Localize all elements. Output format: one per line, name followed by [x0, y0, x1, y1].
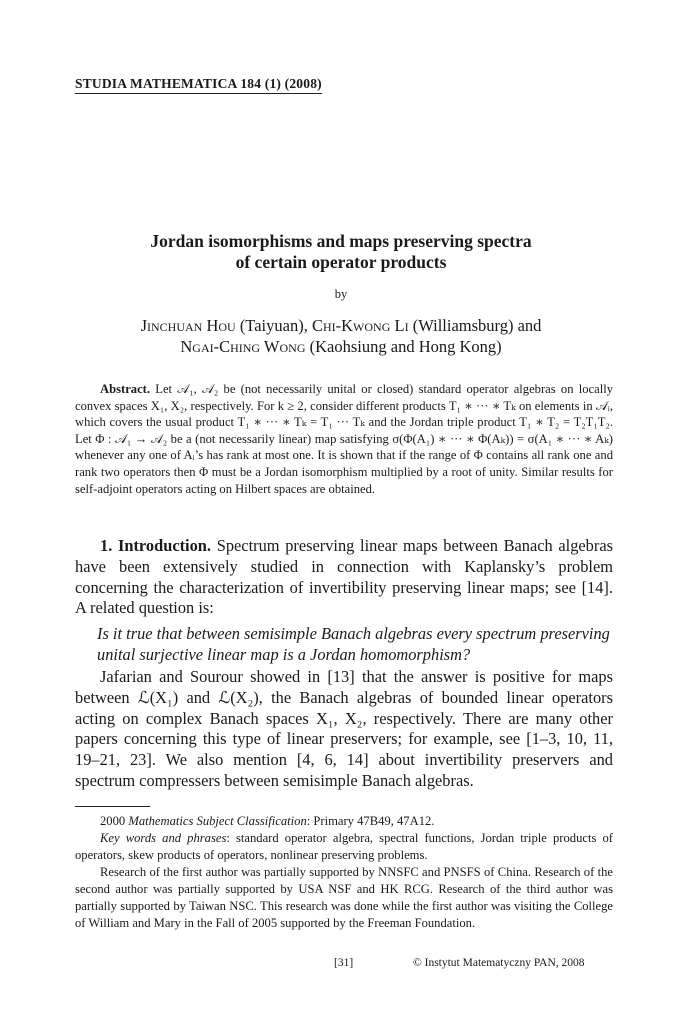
authors-line-2 [0, 336, 682, 357]
footnote-research: Research of the first author was partially supported by NNSFC and PNSFS of China. Research of the second author was partially supported by USA NSF and HK RCG. Research of the third author was partially supported by Taiwan NSC. This research was done while the first author was visiting the College of William and Mary in the Fall of 2005 supported by the Freeman Foundation. [75, 865, 613, 930]
title-line-2: of certain operator products [235, 252, 447, 272]
journal-header: STUDIA MATHEMATICA 184 (1) (2008) [75, 76, 322, 94]
paper-title [0, 231, 682, 273]
abstract-label: Abstract. [100, 382, 151, 396]
abstract [75, 381, 613, 497]
author-3-name: Ngai-Ching Wong [180, 337, 306, 356]
copyright: © Instytut Matematyczny PAN, 2008 [413, 957, 585, 969]
authors-line-1 [0, 315, 682, 336]
footnote-rule [75, 806, 150, 807]
author-1-name: Jinchuan Hou [140, 316, 236, 335]
section-heading-introduction: 1. Introduction. [100, 536, 212, 555]
intro-text-1: Spectrum preserving linear maps between Banach algebras have been extensively studied in connection with Kaplansky’s problem concerning the characterization of invertibility preserving linear maps; see [14]. A related question is: [75, 536, 613, 618]
authors [0, 315, 682, 357]
author-2-location: (Williamsburg) and [408, 316, 542, 335]
by-line: by [334, 287, 348, 301]
author-2-name: Chi-Kwong Li [311, 316, 409, 335]
introduction-paragraph-2: Jafarian and Sourour showed in [13] that the answer is positive for maps between ℒ(X₁) and ℒ(X₂), the Banach algebras of bounded linear operators acting on complex Banach spaces X₁, X₂, respectively. There are many other papers concerning this type of linear preservers; for example, see [1–3, 10, 11, 19–21, 23]. We also mention [4, 6, 14] about invertibility preservers and spectrum compressers between semisimple Banach algebras. [75, 667, 613, 790]
keywords-text: : standard operator algebra, spectral functions, Jordan triple products of operators, skew products of operators, nonlinear preserving problems. [75, 831, 613, 862]
msc-year: 2000 [100, 814, 129, 828]
author-1-location: (Taiyuan), [235, 316, 312, 335]
abstract-text: Let 𝒜₁, 𝒜₂ be (not necessarily unital or closed) standard operator algebras on locally convex spaces X₁, X₂, respectively. For k ≥ 2, consider different products T₁ ∗ ··· ∗ Tₖ on elements in 𝒜ᵢ, which covers the usual product T₁ ∗ ··· ∗ Tₖ = T₁ ··· Tₖ and the Jordan triple product T₁ ∗ T₂ = T₂T₁T₂. Let Φ : 𝒜₁ → 𝒜₂ be a (not necessarily linear) map satisfying σ(Φ(A₁) ∗ ··· ∗ Φ(Aₖ)) = σ(A₁ ∗ ··· ∗ Aₖ) whenever any one of Aᵢ’s has rank at most one. It is shown that if the range of Φ contains all rank one and rank two operators then Φ must be a Jordan isomorphism multiplied by a root of unity. Similar results for self-adjoint operators acting on Hilbert spaces are obtained. [75, 382, 613, 496]
title-line-1: Jordan isomorphisms and maps preserving spectra [150, 231, 532, 251]
introduction-paragraph-1 [75, 536, 613, 619]
msc-text: : Primary 47B49, 47A12. [306, 814, 435, 828]
question-text: Is it true that between semisimple Banach algebras every spectrum preserving unital surjective linear map is a Jordan homomorphism? [97, 624, 610, 664]
keywords-label: Key words and phrases [100, 831, 227, 845]
page-number: [31] [334, 957, 354, 969]
author-3-location: (Kaohsiung and Hong Kong) [305, 337, 502, 356]
footnote-keywords [75, 830, 613, 864]
msc-label: Mathematics Subject Classification [128, 814, 307, 828]
footnote-msc [75, 813, 613, 830]
